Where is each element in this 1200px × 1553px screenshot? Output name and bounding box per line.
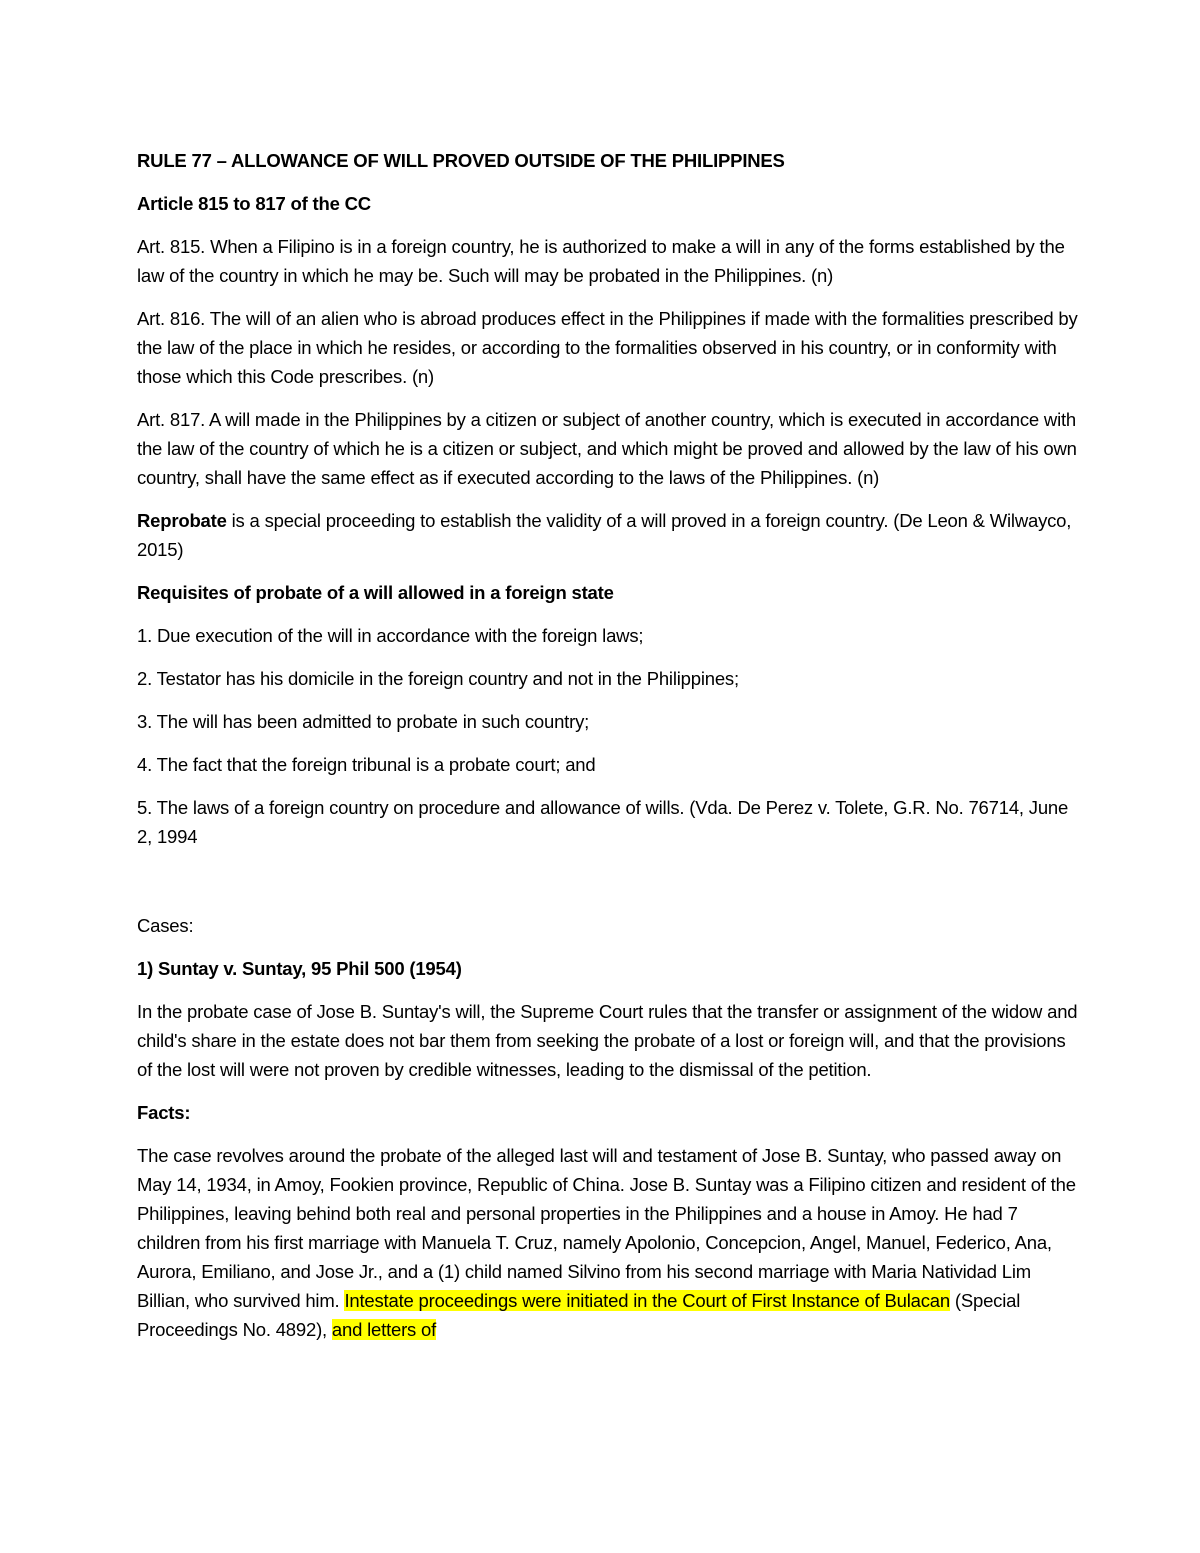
facts-label: Facts: [137,1102,191,1123]
requisite-item: 2. Testator has his domicile in the foreign country and not in the Philippines; [137,668,739,689]
reprobate-term: Reprobate [137,510,227,531]
reprobate-text: is a special proceeding to establish the validity of a will proved in a foreign country. (De Leon & Wilwayco, 2015) [137,510,1072,560]
reprobate-definition [137,506,1080,564]
cases-label: Cases: [137,915,194,936]
facts-text: (Special Proceedings No. 4892), [137,1290,1021,1340]
requisite-item: 1. Due execution of the will in accordance with the foreign laws; [137,625,644,646]
document-title: RULE 77 – ALLOWANCE OF WILL PROVED OUTSIDE OF THE PHILIPPINES [137,150,785,171]
case-summary: In the probate case of Jose B. Suntay's will, the Supreme Court rules that the transfer or assignment of the widow and child's share in the estate does not bar them from seeking the probate of a lost or foreign will, and that the provisions of the lost will were not proven by credible witnesses, leading to the dismissal of the petition. [137,1001,1078,1080]
article-817: Art. 817. A will made in the Philippines by a citizen or subject of another country, which is executed in accordance with the law of the country of which he is a citizen or subject, and which might be proved and allowed by the law of his own country, shall have the same effect as if executed according to the laws of the Philippines. (n) [137,409,1077,488]
article-816: Art. 816. The will of an alien who is abroad produces effect in the Philippines if made with the formalities prescribed by the law of the place in which he resides, or according to the formalities observed in his country, or in conformity with those which this Code prescribes. (n) [137,308,1078,387]
requisite-item: 5. The laws of a foreign country on procedure and allowance of wills. (Vda. De Perez v. Tolete, G.R. No. 76714, June 2, 1994 [137,797,1069,847]
highlighted-text: Intestate proceedings were initiated in the Court of First Instance of Bulacan [344,1290,950,1311]
facts-paragraph [137,1141,1080,1344]
spacer [137,865,1080,911]
article-815: Art. 815. When a Filipino is in a foreign country, he is authorized to make a will in any of the forms established by the law of the country in which he may be. Such will may be probated in the Philippines. (n) [137,236,1065,286]
highlighted-text: and letters of [331,1319,437,1340]
requisites-heading: Requisites of probate of a will allowed in a foreign state [137,582,614,603]
section-subtitle: Article 815 to 817 of the CC [137,193,371,214]
case-title: 1) Suntay v. Suntay, 95 Phil 500 (1954) [137,958,462,979]
requisite-item: 4. The fact that the foreign tribunal is a probate court; and [137,754,596,775]
requisite-item: 3. The will has been admitted to probate in such country; [137,711,590,732]
facts-text: The case revolves around the probate of the alleged last will and testament of Jose B. Suntay, who passed away on May 14, 1934, in Amoy, Fookien province, Republic of China. Jose B. Suntay was a Filipino citizen and resident of the Philippines, leaving behind both real and personal properties in the Philippines and a house in Amoy. He had 7 children from his first marriage with Manuela T. Cruz, namely Apolonio, Concepcion, Angel, Manuel, Federico, Ana, Aurora, Emiliano, and Jose Jr., and a (1) child named Silvino from his second marriage with Maria Natividad Lim Billian, who survived him. [137,1145,1076,1311]
